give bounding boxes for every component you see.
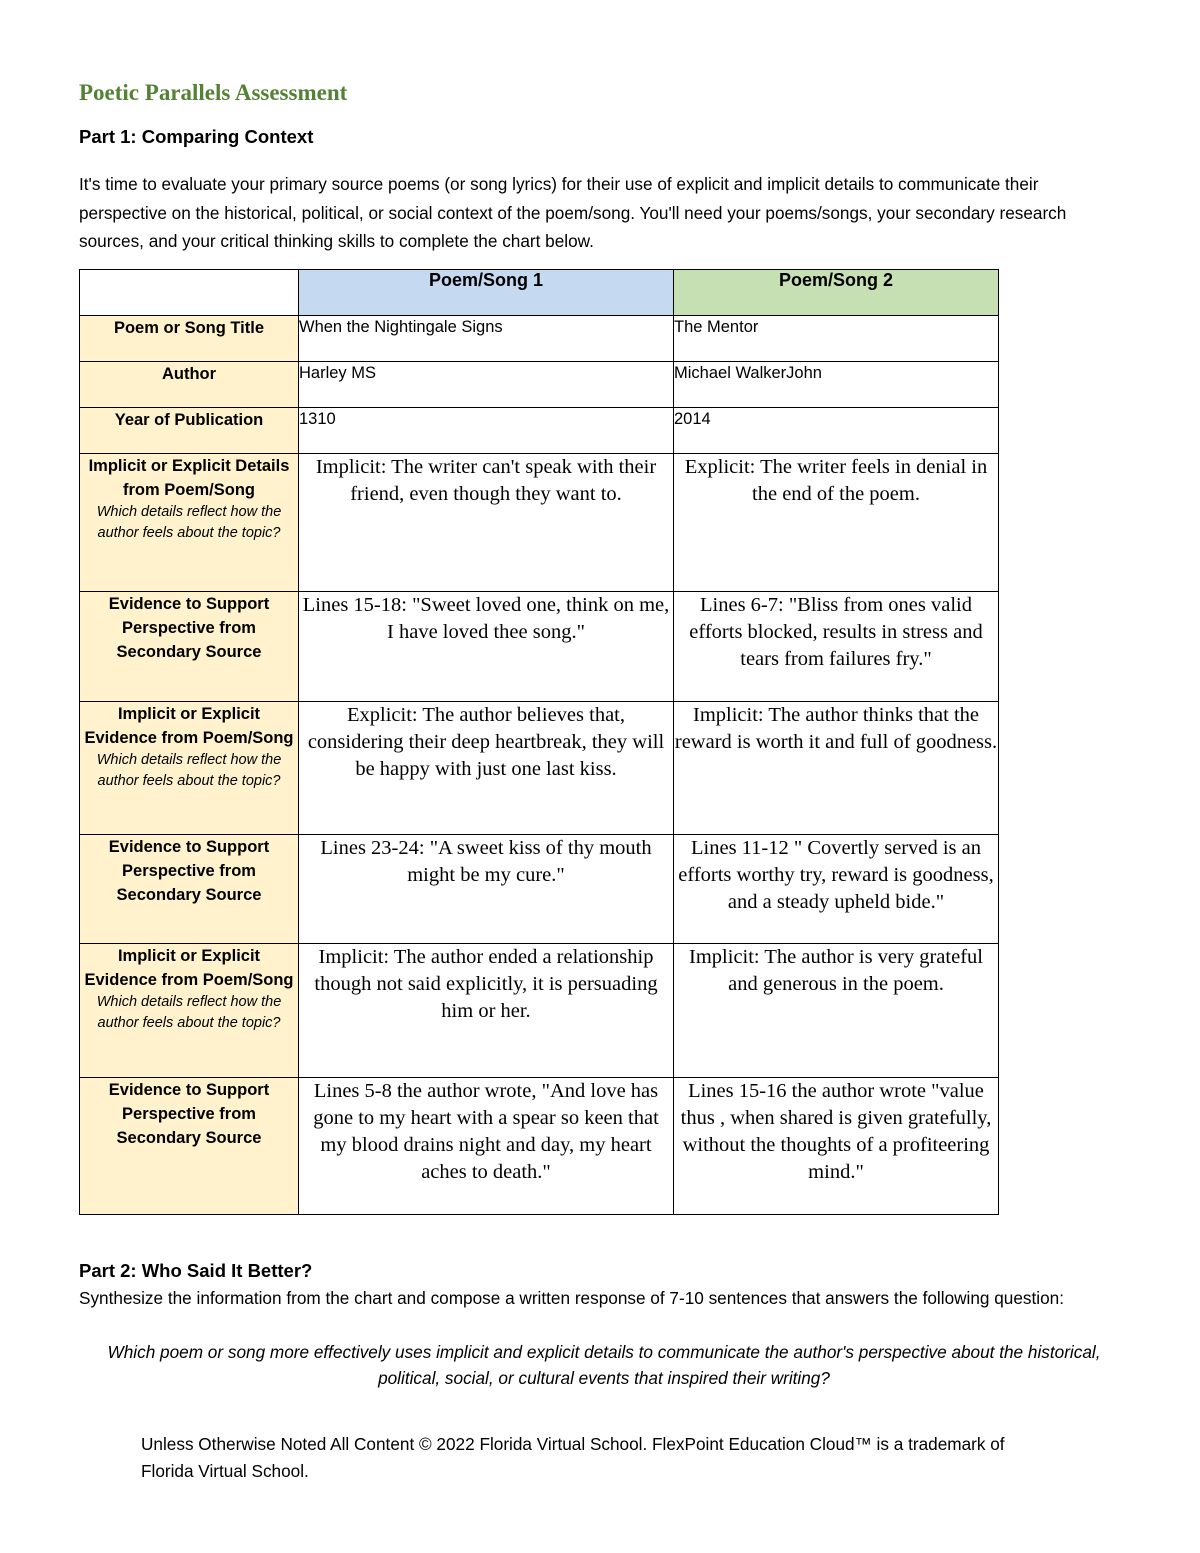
row-label-text: Implicit or Explicit Evidence from Poem/Song bbox=[84, 947, 294, 989]
row-label-text: Implicit or Explicit Evidence from Poem/Song bbox=[84, 705, 294, 747]
row-label bbox=[80, 1078, 299, 1215]
cell-poem1: 1310 bbox=[299, 408, 674, 454]
row-label-hint: Which details reflect how the author feels about the topic? bbox=[96, 504, 282, 541]
table-row bbox=[80, 408, 999, 454]
cell-poem1: Implicit: The author ended a relationship though not said explicitly, it is persuading him or her. bbox=[299, 944, 674, 1078]
row-label-hint: Which details reflect how the author feels about the topic? bbox=[96, 752, 282, 789]
cell-poem2: 2014 bbox=[674, 408, 999, 454]
row-label-text: Evidence to Support Perspective from Secondary Source bbox=[108, 838, 270, 904]
comparison-chart bbox=[79, 269, 999, 1215]
row-label-text: Evidence to Support Perspective from Secondary Source bbox=[108, 1081, 270, 1147]
cell-poem2: Implicit: The author thinks that the reward is worth it and full of goodness. bbox=[674, 702, 999, 835]
table-row bbox=[80, 592, 999, 702]
header-poem-song-1: Poem/Song 1 bbox=[299, 270, 674, 316]
part2-description: Synthesize the information from the chart and compose a written response of 7-10 sentences that answers the following question: bbox=[79, 1288, 1065, 1308]
cell-poem2: Implicit: The author is very grateful and generous in the poem. bbox=[674, 944, 999, 1078]
table-row bbox=[80, 454, 999, 592]
row-label bbox=[80, 702, 299, 835]
part2-question: Which poem or song more effectively uses implicit and explicit details to communicate the author's perspective about the historical, political, social, or cultural events that inspired their writing? bbox=[107, 1342, 1101, 1388]
cell-poem2: Michael WalkerJohn bbox=[674, 362, 999, 408]
table-row bbox=[80, 316, 999, 362]
header-poem-song-2: Poem/Song 2 bbox=[674, 270, 999, 316]
cell-poem2: Explicit: The writer feels in denial in the end of the poem. bbox=[674, 454, 999, 592]
table-row bbox=[80, 702, 999, 835]
row-label-text: Year of Publication bbox=[114, 411, 264, 429]
row-label-hint: Which details reflect how the author feels about the topic? bbox=[96, 994, 282, 1031]
cell-poem1: When the Nightingale Signs bbox=[299, 316, 674, 362]
row-label-text: Author bbox=[161, 365, 217, 383]
row-label bbox=[80, 316, 299, 362]
cell-poem1: Explicit: The author believes that, considering their deep heartbreak, they will be happy with just one last kiss. bbox=[299, 702, 674, 835]
copyright-footer: Unless Otherwise Noted All Content © 2022 Florida Virtual School. FlexPoint Education Cloud™ is a trademark of Florida Virtual School. bbox=[141, 1434, 1005, 1481]
cell-poem1: Lines 5-8 the author wrote, "And love has gone to my heart with a spear so keen that my blood drains night and day, my heart aches to death." bbox=[299, 1078, 674, 1215]
cell-poem1: Lines 15-18: "Sweet loved one, think on me, I have loved thee song." bbox=[299, 592, 674, 702]
row-label-text: Poem or Song Title bbox=[113, 319, 265, 337]
row-label-text: Evidence to Support Perspective from Secondary Source bbox=[108, 595, 270, 661]
cell-poem2: Lines 15-16 the author wrote "value thus , when shared is given gratefully, without the thoughts of a profiteering mind." bbox=[674, 1078, 999, 1215]
row-label bbox=[80, 408, 299, 454]
cell-poem1: Harley MS bbox=[299, 362, 674, 408]
cell-poem2: Lines 6-7: "Bliss from ones valid efforts blocked, results in stress and tears from failures fry." bbox=[674, 592, 999, 702]
table-row bbox=[80, 362, 999, 408]
cell-poem2: The Mentor bbox=[674, 316, 999, 362]
cell-poem1: Implicit: The writer can't speak with their friend, even though they want to. bbox=[299, 454, 674, 592]
cell-poem2: Lines 11-12 " Covertly served is an efforts worthy try, reward is goodness, and a steady upheld bide." bbox=[674, 835, 999, 944]
row-label bbox=[80, 592, 299, 702]
part2-heading: Part 2: Who Said It Better? bbox=[79, 1260, 313, 1281]
part1-heading: Part 1: Comparing Context bbox=[79, 126, 314, 147]
cell-poem1: Lines 23-24: "A sweet kiss of thy mouth might be my cure." bbox=[299, 835, 674, 944]
row-label bbox=[80, 362, 299, 408]
chart-header-row bbox=[80, 270, 999, 316]
row-label bbox=[80, 454, 299, 592]
row-label bbox=[80, 835, 299, 944]
document-title: Poetic Parallels Assessment bbox=[79, 80, 348, 105]
row-label bbox=[80, 944, 299, 1078]
part1-intro: It's time to evaluate your primary source poems (or song lyrics) for their use of explicit and implicit details to communicate their perspective on the historical, political, or social context of the poem/song. You'll need your poems/songs, your secondary research sources, and your critical thinking skills to complete the chart below. bbox=[79, 174, 1067, 251]
table-row bbox=[80, 1078, 999, 1215]
table-row bbox=[80, 944, 999, 1078]
chart-corner-cell bbox=[80, 270, 299, 316]
table-row bbox=[80, 835, 999, 944]
row-label-text: Implicit or Explicit Details from Poem/Song bbox=[88, 457, 290, 499]
